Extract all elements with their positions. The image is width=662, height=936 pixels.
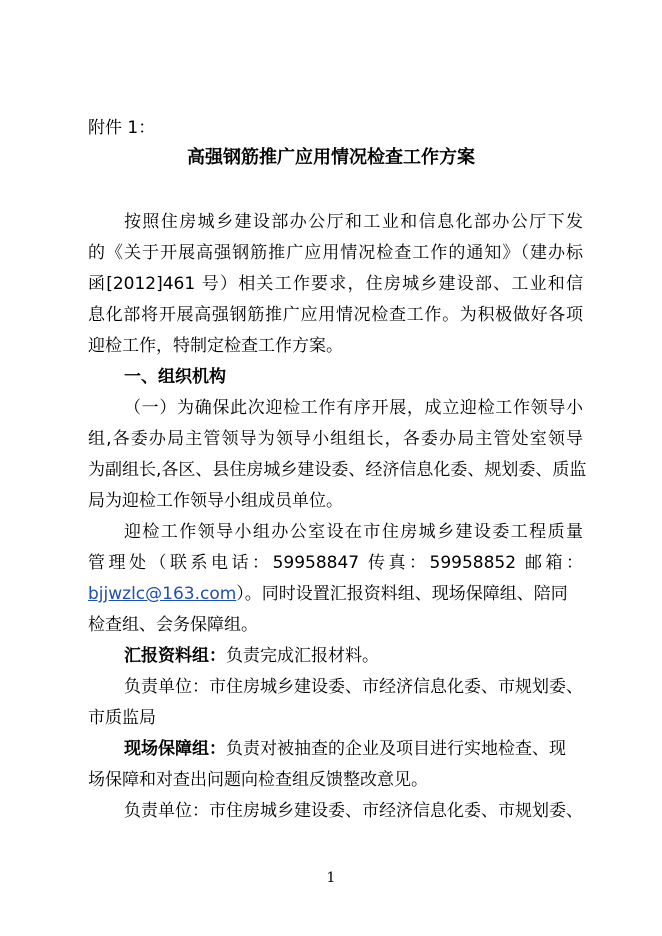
group1-units-line-1: 负责单位：市住房城乡建设委、市经济信息化委、市规划委、 bbox=[124, 677, 583, 697]
group1-units-line-2: 市质监局 bbox=[88, 708, 156, 728]
page-number: 1 bbox=[326, 870, 336, 886]
para1-line-4: 局为迎检工作领导小组成员单位。 bbox=[88, 491, 343, 511]
para1-line-2: 组,各委办局主管领导为领导小组组长，各委办局主管处室领导 bbox=[88, 429, 583, 449]
group1-desc: 负责完成汇报材料。 bbox=[226, 646, 379, 666]
group2-label: 现场保障组： bbox=[124, 739, 226, 759]
para1-line-3: 为副组长,各区、县住房城乡建设委、经济信息化委、规划委、质监 bbox=[88, 460, 587, 480]
intro-line-3: 函[2012]461 号）相关工作要求，住房城乡建设部、工业和信 bbox=[88, 274, 583, 294]
group2-desc-a: 负责对被抽查的企业及项目进行实地检查、现 bbox=[226, 739, 566, 759]
para2-line-3 bbox=[88, 583, 583, 605]
document-title: 高强钢筋推广应用情况检查工作方案 bbox=[187, 147, 475, 168]
attachment-label: 附件 1： bbox=[88, 118, 156, 138]
para1-line-1: （一）为确保此次迎检工作有序开展，成立迎检工作领导小 bbox=[124, 398, 583, 418]
section-heading-organization: 一、组织机构 bbox=[124, 367, 226, 387]
para2-line-1: 迎检工作领导小组办公室设在市住房城乡建设委工程质量 bbox=[124, 522, 583, 542]
group2-units-line-1: 负责单位：市住房城乡建设委、市经济信息化委、市规划委、 bbox=[124, 801, 583, 821]
group1-label: 汇报资料组： bbox=[124, 646, 226, 666]
group2-line-1 bbox=[124, 738, 583, 760]
intro-line-2: 的《关于开展高强钢筋推广应用情况检查工作的通知》（建办标 bbox=[88, 243, 583, 263]
group2-line-2: 场保障和对查出问题向检查组反馈整改意见。 bbox=[88, 770, 428, 790]
email-link[interactable]: bjjwzlc@163.com bbox=[88, 584, 237, 604]
intro-line-1: 按照住房城乡建设部办公厅和工业和信息化部办公厅下发 bbox=[124, 212, 583, 232]
intro-line-4: 息化部将开展高强钢筋推广应用情况检查工作。为积极做好各项 bbox=[88, 305, 583, 325]
para2-line-3-text: ）。同时设置汇报资料组、现场保障组、陪同 bbox=[236, 584, 568, 604]
intro-line-5: 迎检工作，特制定检查工作方案。 bbox=[88, 336, 343, 356]
para2-line-2: 管理处（联系电话：59958847 传真：59958852 邮箱： bbox=[88, 553, 583, 573]
group1-line bbox=[124, 645, 583, 667]
para2-line-4: 检查组、会务保障组。 bbox=[88, 615, 258, 635]
